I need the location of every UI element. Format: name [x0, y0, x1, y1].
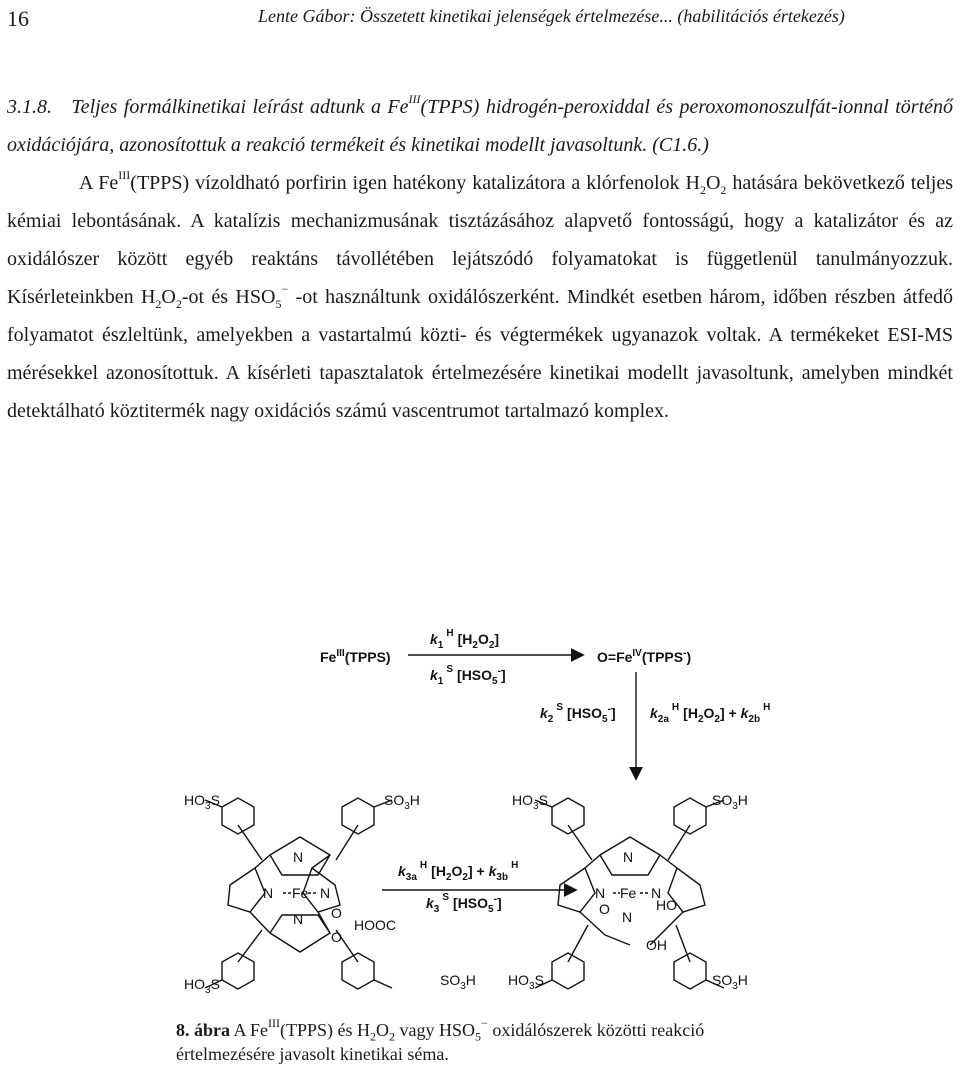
- figure-caption: 8. ábra A $Fe^{III}(TPPS)$ és $H_2O_2$ vagy $HSO_5^-$ oxidálószerek közötti reakció értelmezésére javasolt kinetikai séma.: [176, 1016, 705, 1064]
- left-n-left: N: [263, 885, 274, 901]
- left-fe: Fe: [292, 885, 309, 901]
- right-n-left: N: [595, 885, 606, 901]
- reaction-scheme: [0, 600, 960, 1010]
- right-ho3s-bottom: $HO_3S$: [508, 972, 544, 992]
- reactant-label: $Fe^{III}(TPPS)$: [320, 648, 391, 665]
- section-summary: 3.1.8. Teljes formálkinetikai leírást adtunk a $Fe^{III}(TPPS)$ hidrogén-peroxiddal és peroxomonoszulfát-ionnal történő oxidációjára, azonosítottuk a reakció termékeit és kinetikai modellt javasoltunk. (C1.6.): [7, 92, 954, 156]
- left-o-1: O: [331, 905, 342, 921]
- rate-k2: $k_{2a}^H$ $[H_2O_2] + k_{2b}^H$: [650, 702, 771, 725]
- right-ho: HO: [656, 897, 677, 913]
- right-n-top: N: [623, 849, 634, 865]
- page-header: [0, 0, 960, 40]
- right-o: O: [599, 901, 610, 917]
- rate-k2s: $k_2^S$ $[HSO_5^-]$: [540, 702, 616, 725]
- body-paragraph: A $Fe^{III}(TPPS)$ vízoldható porfirin igen hatékony katalizátora a klórfenolok $H_2O_2$ hatására bekövetkező teljes kémiai lebontásának. A katalízis mechanizmusának tisztázásához alapvető fontosságú, hogy a katalizátor és az oxidálószer között egyéb reaktáns távollétében lejátszódó folyamatokat is függetlenül tanulmányozzuk. Kísérleteinkben $H_2O_2-ot$ és $HSO_5^-$ -ot használtunk oxidálószerként. Mindkét esetben három, időben részben átfedő folyamatot észleltünk, amelyekben a vastartalmú közti- és végtermékek ugyanazok voltak. A termékeket ESI-MS mérésekkel azonosítottuk. A kísérleti tapasztalatok értelmezésére kinetikai modellt javasoltunk, amelyben mindkét detektálható köztitermék nagy oxidációs számú vascentrumot tartalmazó komplex.: [7, 168, 954, 422]
- left-so3h-bottom: $SO_3H$: [440, 972, 476, 992]
- rate-k3s: $k_3^S$ $[HSO_5^-]$: [426, 892, 502, 915]
- right-so3h-top: $SO_3H$: [712, 792, 748, 812]
- left-o-2: O: [331, 929, 342, 945]
- right-oh: OH: [646, 937, 667, 953]
- left-n-bottom: N: [293, 911, 304, 927]
- rate-k1s: $k_1^S$ $[HSO_5^-]$: [430, 664, 506, 687]
- left-ho3s-top: $HO_3S$: [184, 792, 220, 812]
- left-ho3s-bottom: $HO_3S$: [184, 976, 220, 996]
- rate-k1h: $k_1^H$ $[H_2O_2]$: [430, 628, 500, 651]
- rate-k3: $k_{3a}^H$ $[H_2O_2] + k_{3b}^H$: [398, 860, 519, 883]
- right-n-right: N: [651, 885, 662, 901]
- right-so3h-bottom: $SO_3H$: [712, 972, 748, 992]
- scheme-drawing: [0, 600, 960, 1010]
- product-label: $O=Fe^{IV}(TPPS^-)$: [597, 648, 692, 665]
- right-n-bottom: N: [622, 909, 633, 925]
- main-text: [7, 88, 953, 430]
- left-so3h-top: $SO_3H$: [384, 792, 420, 812]
- running-title: Lente Gábor: Összetett kinetikai jelenségek értelmezése... (habilitációs értekezés): [258, 6, 845, 26]
- page-number: 16: [7, 6, 29, 31]
- left-n-top: N: [293, 849, 304, 865]
- right-ho3s-top: $HO_3S$: [512, 792, 548, 812]
- section-number: 3.1.8.: [7, 96, 52, 118]
- left-n-right: N: [320, 885, 331, 901]
- figure-label: 8. ábra: [176, 1020, 230, 1040]
- left-hooc: HOOC: [354, 917, 396, 933]
- right-fe: Fe: [620, 885, 637, 901]
